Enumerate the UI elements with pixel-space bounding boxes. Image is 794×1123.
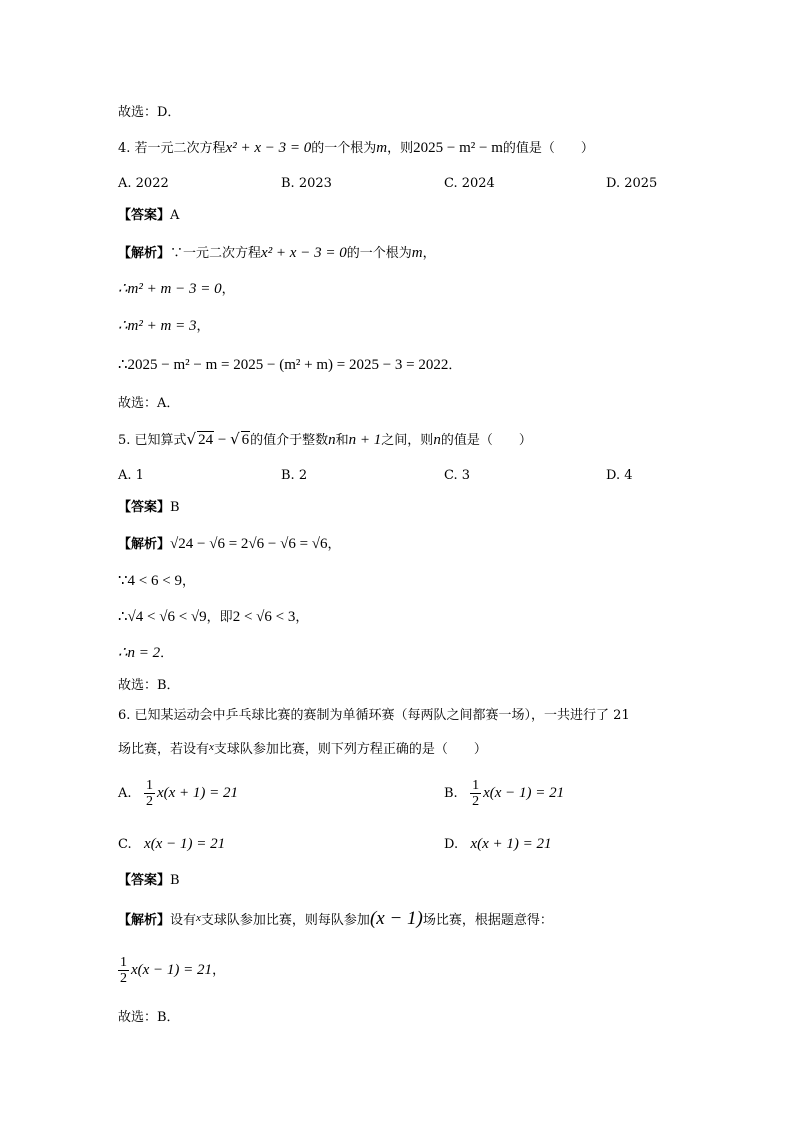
q5-choice: 故选：B． (118, 678, 180, 693)
question-4: 4. 若一元二次方程x² + x − 3 = 0的一个根为m，则2025 − m² − m的值是（ ） (118, 140, 594, 156)
q6-choice: 故选：B． (118, 1010, 180, 1025)
q5-option-b: B. 2 (281, 468, 308, 483)
answer-choice-line: 故选：D． (118, 105, 181, 120)
q6-option-a: A. $\frac{1}{2}$ x(x + 1) = 21 (118, 778, 238, 809)
question-5: 5. 已知算式√ 24 − √ 6的值介于整数n和n + 1之间，则n的值是（ ） (118, 430, 532, 448)
fraction: $\frac{1}{2}$ (472, 778, 480, 809)
q4-expression: 2025 − m² − m (413, 140, 503, 156)
q5-step-2: ∴√4 < √6 < √9，即2 < √6 < 3， (118, 609, 309, 625)
q6-answer: 【答案】B (118, 873, 180, 888)
q5-step-3: ∴n = 2． (118, 645, 174, 661)
q6-option-d: D. x(x + 1) = 21 (444, 836, 552, 852)
q4-option-b: B. 2023 (281, 176, 332, 191)
q4-option-a: A. 2022 (118, 176, 169, 191)
q5-option-a: A. 1 (118, 468, 144, 483)
q4-answer: 【答案】A (118, 208, 180, 223)
question-6-line-1: 6. 已知某运动会中乒乓球比赛的赛制为单循环赛（每两队之间都赛一场），一共进行了 21 (118, 708, 630, 723)
q5-step-1: ∵4 < 6 < 9， (118, 573, 195, 589)
q6-final-equation: $\frac{1}{2}$ x(x − 1) = 21， (120, 955, 226, 986)
q4-option-c: C. 2024 (444, 176, 495, 191)
q4-option-d: D. 2025 (606, 176, 658, 191)
fraction: $\frac{1}{2}$ (145, 778, 153, 809)
q5-option-d: D. 4 (606, 468, 633, 483)
q4-step-2: ∴m² + m = 3， (118, 318, 210, 334)
q4-equation: x² + x − 3 = 0 (225, 140, 312, 156)
radical-sign: √ (186, 430, 197, 448)
q6-option-c: C. x(x − 1) = 21 (118, 836, 226, 852)
q4-step-3: ∴2025 − m² − m = 2025 − (m² + m) = 2025 − 3 = 2022． (118, 357, 462, 373)
q5-answer: 【答案】B (118, 500, 180, 515)
q6-explanation: 【解析】设有$^x$支球队参加比赛，则每队参加(x − 1)场比赛，根据题意得： (118, 908, 553, 929)
radical-sign: √ (230, 430, 240, 448)
q6-option-b: B. $\frac{1}{2}$ x(x − 1) = 21 (444, 778, 565, 809)
q4-choice: 故选：A． (118, 396, 180, 411)
q5-explanation: 【解析】√24 − √6 = 2√6 − √6 = √6， (118, 536, 341, 552)
q4-step-1: ∴m² + m − 3 = 0， (118, 281, 235, 297)
question-6-line-2: 场比赛，若设有$^x$支球队参加比赛，则下列方程正确的是（ ） (118, 741, 487, 757)
fraction: $\frac{1}{2}$ (120, 955, 127, 986)
q5-option-c: C. 3 (444, 468, 471, 483)
q4-explanation: 【解析】∵一元二次方程x² + x − 3 = 0的一个根为m， (118, 245, 436, 261)
